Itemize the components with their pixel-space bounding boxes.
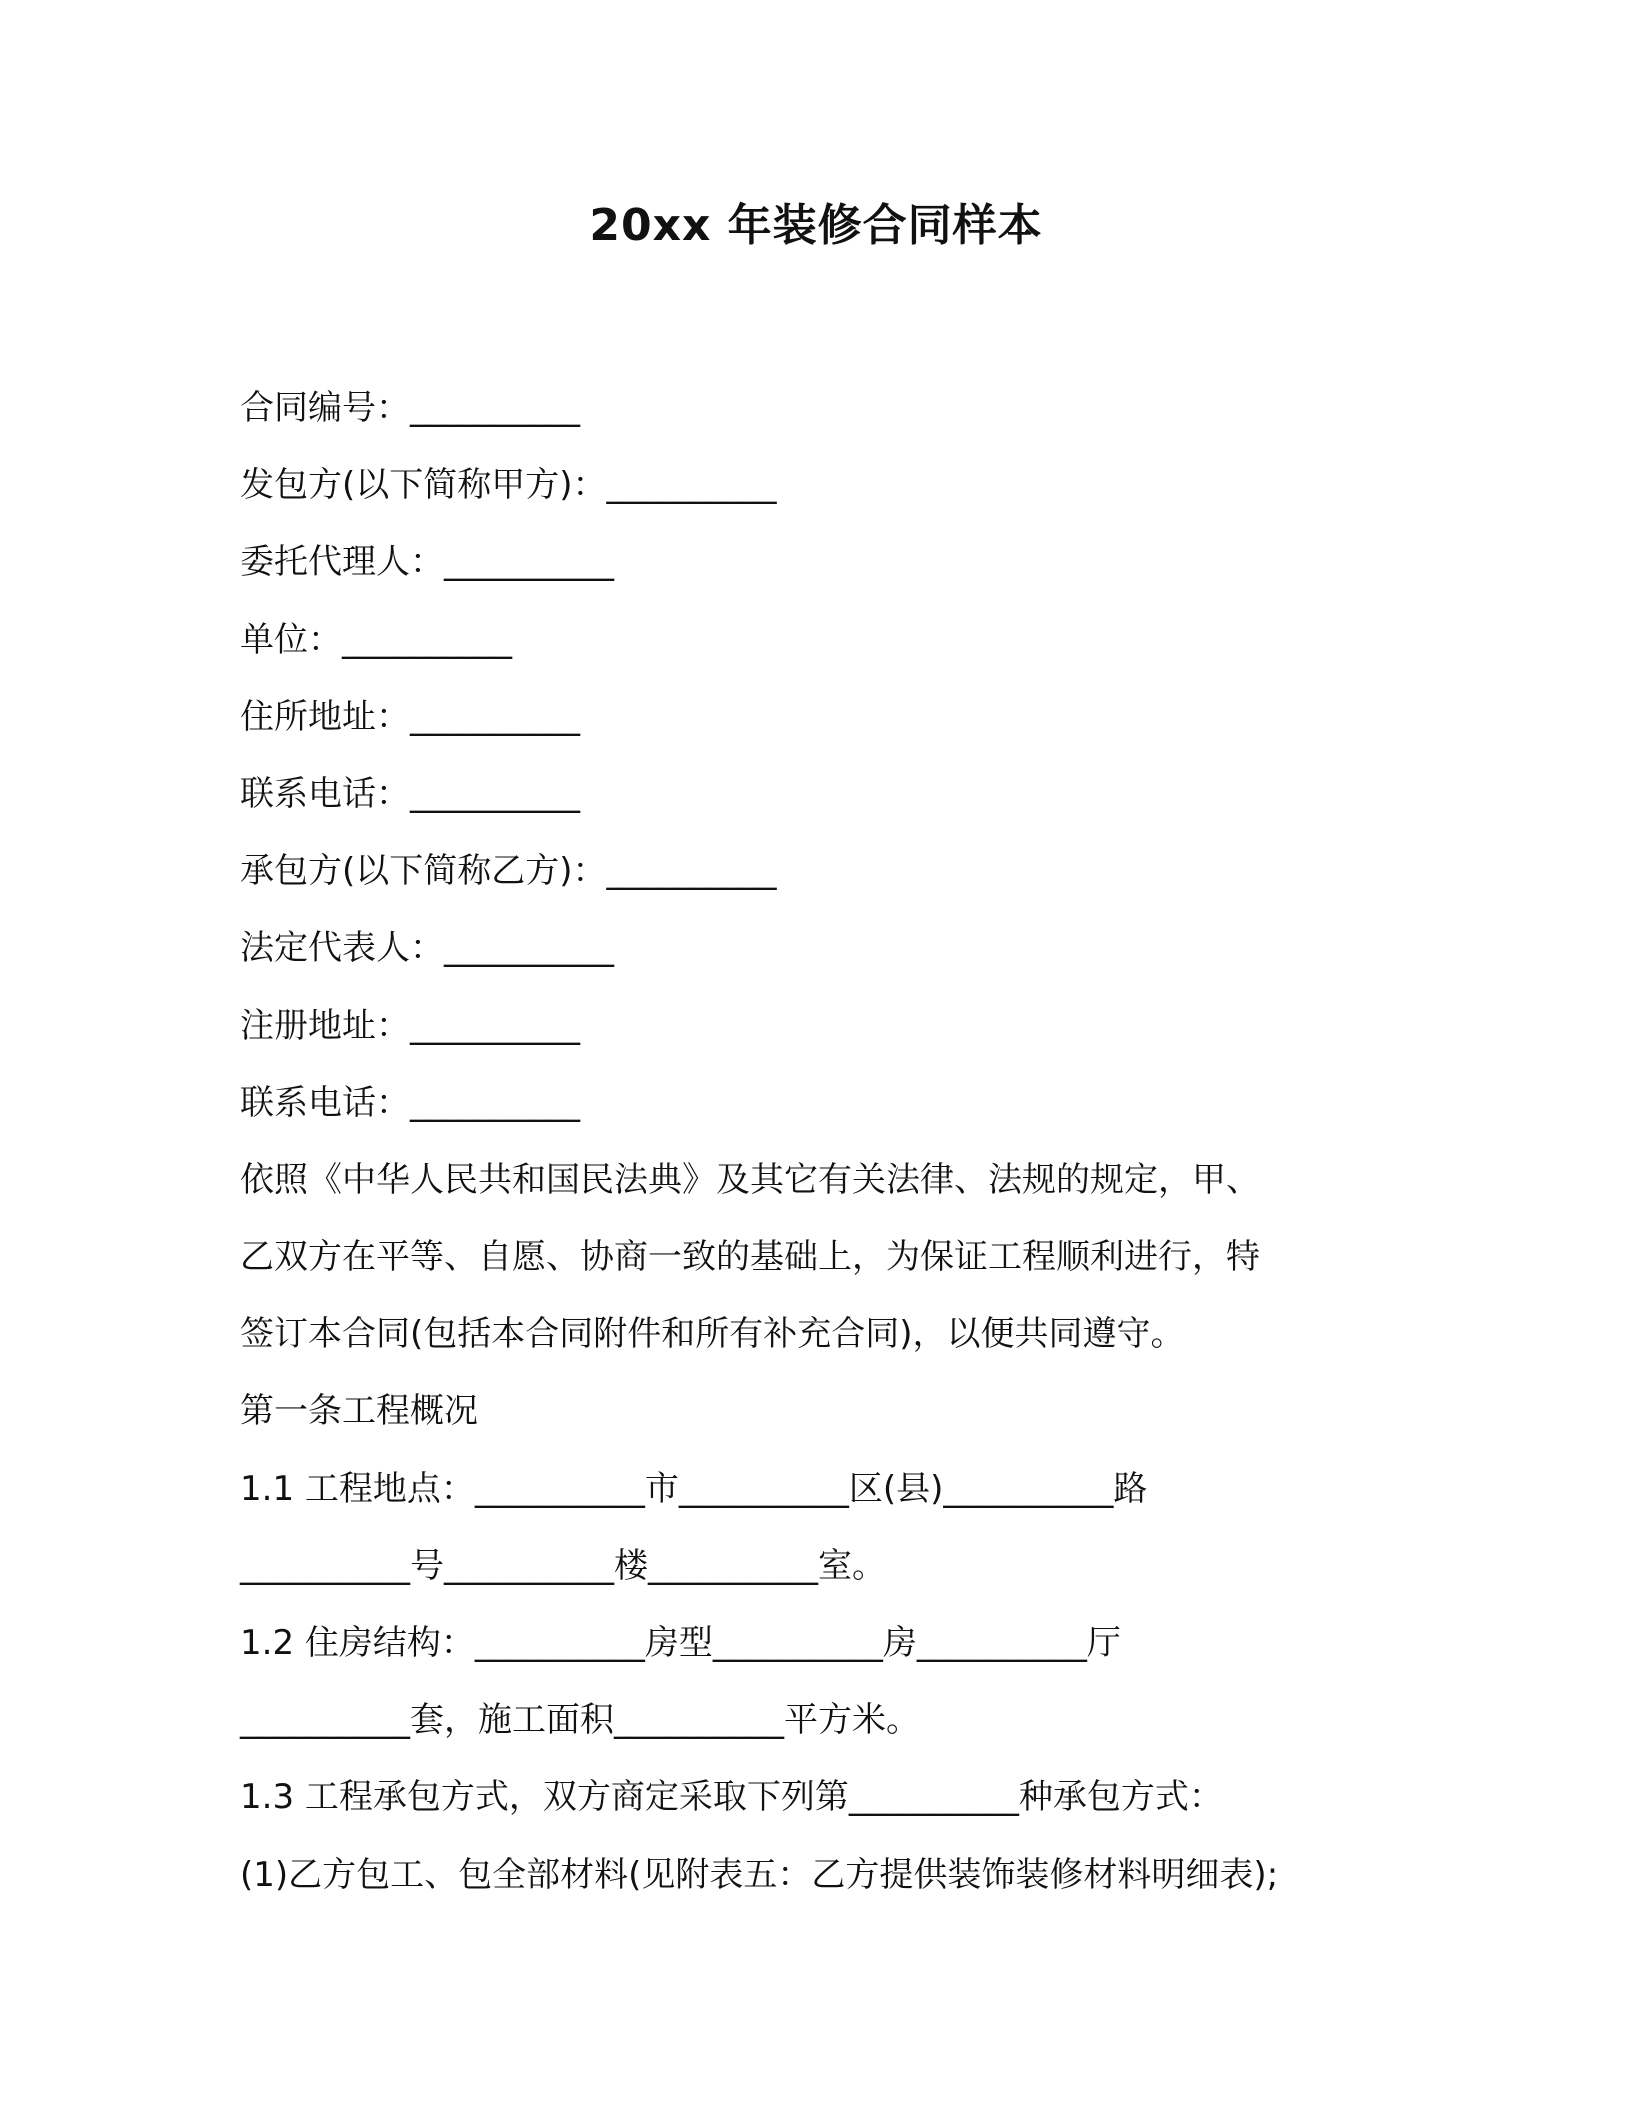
- clause-1-1-line-1: 1.1 工程地点：__________市__________区(县)__________路: [240, 1468, 1148, 1509]
- phone-field-b: 联系电话：__________: [240, 1082, 580, 1123]
- party-a-field: 发包方(以下简称甲方)：__________: [240, 465, 777, 506]
- party-b-field: 承包方(以下简称乙方)：__________: [240, 851, 777, 892]
- clause-1-3: 1.3 工程承包方式，双方商定采取下列第__________种承包方式：: [240, 1777, 1223, 1818]
- clause-1-1-line-2: __________号__________楼__________室。: [240, 1545, 886, 1586]
- document-title: 20xx 年装修合同样本: [589, 200, 1043, 251]
- clause-1-2-line-1: 1.2 住房结构：__________房型__________房__________厅: [240, 1623, 1121, 1663]
- preamble-line-1: 依照《中华人民共和国民法典》及其它有关法律、法规的规定，甲、: [240, 1159, 1260, 1200]
- clause-1-3-option-1: (1)乙方包工、包全部材料(见附表五：乙方提供装饰装修材料明细表);: [240, 1854, 1279, 1895]
- phone-field-a: 联系电话：__________: [240, 773, 580, 814]
- clause-1-2-line-2: __________套，施工面积__________平方米。: [240, 1700, 920, 1741]
- document-body: [240, 370, 1390, 1914]
- agent-field: 委托代理人：__________: [240, 542, 614, 583]
- registered-address-field: 注册地址：__________: [240, 1005, 580, 1046]
- address-field: 住所地址：__________: [240, 696, 580, 737]
- preamble-line-3: 签订本合同(包括本合同附件和所有补充合同)，以便共同遵守。: [240, 1314, 1185, 1355]
- legal-representative-field: 法定代表人：__________: [240, 928, 614, 969]
- contract-number-field: 合同编号：__________: [240, 388, 580, 428]
- unit-field: 单位：__________: [240, 619, 512, 660]
- preamble-line-2: 乙双方在平等、自愿、协商一致的基础上，为保证工程顺利进行，特: [240, 1237, 1260, 1278]
- article-1-heading: 第一条工程概况: [240, 1391, 478, 1432]
